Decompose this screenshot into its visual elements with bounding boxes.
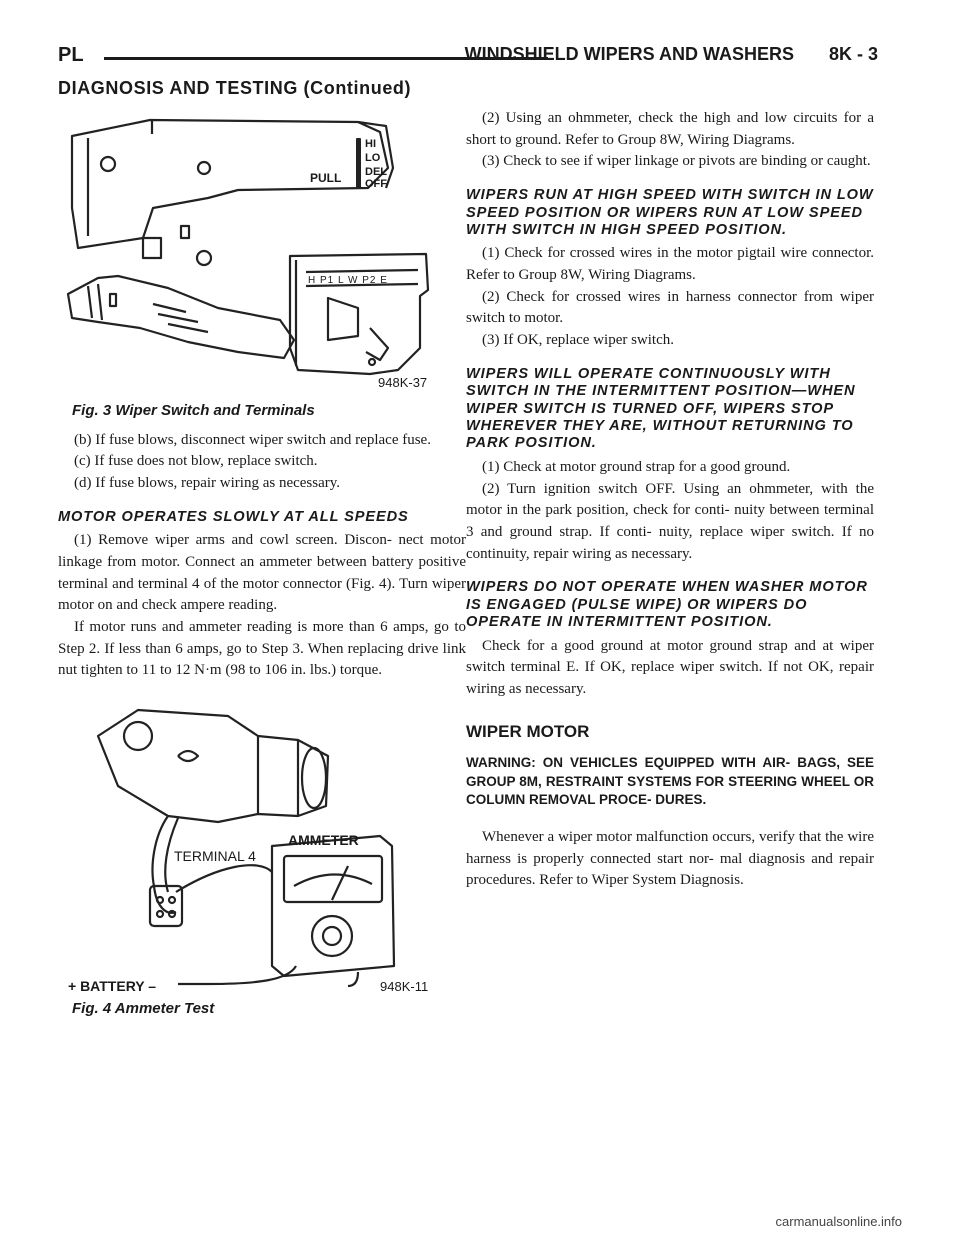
- header-page-number: 8K - 3: [828, 44, 878, 64]
- left-column: [58, 108, 466, 1028]
- fig4-ammeter-test: [58, 696, 466, 996]
- continuous-step1: (1) Check at motor ground strap for a good ground.: [482, 458, 791, 475]
- fig4-label-ammeter: AMMETER: [288, 832, 359, 849]
- continuous-step2: (2) Turn ignition switch OFF. Using an ohmmeter, with the motor in the park position, check for conti- nuity between terminal 3 and ground strap. If conti- nuity, replace wiper switch. If no continuity, repair wiring as necessary.: [466, 480, 874, 562]
- fig3-wiper-switch: [58, 108, 466, 398]
- section-continued-title: DIAGNOSIS AND TESTING (Continued): [58, 78, 412, 98]
- heading-continuous: WIPERS WILL OPERATE CONTINUOUSLY WITH SWITCH IN THE INTERMITTENT POSITION—WHEN WIPER SWITCH IS TURNED OFF, WIPERS STOP WHEREVER THEY ARE, WITHOUT RETURNING TO PARK POSITION.: [466, 365, 856, 452]
- fig3-label-del: DEL: [365, 166, 387, 178]
- header-title: WINDSHIELD WIPERS AND WASHERS: [464, 44, 794, 64]
- wiper-switch-illustration: [58, 108, 466, 398]
- step-3-linkage: (3) Check to see if wiper linkage or pivots are binding or caught.: [482, 153, 871, 170]
- ammeter-test-illustration: [58, 696, 466, 996]
- fig3-label-pull: PULL: [310, 171, 342, 185]
- heading-motor-slow: MOTOR OPERATES SLOWLY AT ALL SPEEDS: [58, 508, 409, 525]
- header-section-code: PL: [58, 44, 84, 66]
- fig3-label-lo: LO: [365, 152, 381, 164]
- footer-credit: carmanualsonline.info: [775, 1214, 902, 1229]
- wrong-speed-step2: (2) Check for crossed wires in harness connector from wiper switch to motor.: [466, 288, 874, 327]
- step-2-ohmmeter: (2) Using an ohmmeter, check the high and low circuits for a short to ground. Refer to Group 8W, Wiring Diagrams.: [466, 110, 874, 148]
- wiper-motor-paragraph: Whenever a wiper motor malfunction occurs, verify that the wire harness is properly connected start nor- mal diagnosis and repair procedures. Refer to Wiper System Diagnosis.: [466, 829, 874, 889]
- wrong-speed-step3: (3) If OK, replace wiper switch.: [482, 332, 675, 349]
- fig3-code: 948K-37: [378, 375, 428, 390]
- airbag-warning: WARNING: ON VEHICLES EQUIPPED WITH AIR- BAGS, SEE GROUP 8M, RESTRAINT SYSTEMS FOR STEERING WHEEL OR COLUMN REMOVAL PROCE- DURES.: [466, 755, 874, 807]
- washer-paragraph: Check for a good ground at motor ground strap and at wiper switch terminal E. If OK, replace wiper switch. If not OK, repair wiring as necessary.: [466, 637, 874, 698]
- right-column: [466, 108, 874, 892]
- fig4-label-terminal: TERMINAL 4: [174, 848, 256, 865]
- fig3-label-hi: HI: [365, 138, 376, 150]
- heading-wrong-speed: WIPERS RUN AT HIGH SPEED WITH SWITCH IN LOW SPEED POSITION OR WIPERS RUN AT LOW SPEED WITH SWITCH IN HIGH SPEED POSITION.: [466, 187, 874, 238]
- wrong-speed-step1: (1) Check for crossed wires in the motor pigtail wire connector. Refer to Group 8W, Wiring Diagrams.: [466, 245, 874, 284]
- heading-washer: WIPERS DO NOT OPERATE WHEN WASHER MOTOR IS ENGAGED (PULSE WIPE) OR WIPERS DO OPERATE IN INTERMITTENT POSITION.: [466, 579, 868, 631]
- fig3-caption: Fig. 3 Wiper Switch and Terminals: [72, 402, 315, 419]
- para-b: (b) If fuse blows, disconnect wiper switch and replace fuse.: [74, 431, 431, 448]
- motor-slow-step1: (1) Remove wiper arms and cowl screen. Discon- nect motor linkage from motor. Connect an ammeter between battery positive terminal and terminal 4 of the motor connector (Fig. 4). Turn wiper motor on and check ampere reading.: [58, 532, 466, 614]
- heading-wiper-motor: WIPER MOTOR: [466, 721, 590, 741]
- motor-slow-step1-note: If motor runs and ammeter reading is more than 6 amps, go to Step 2. If less than 6 amps, go to Step 3. When replacing drive link nut tighten to 11 to 12 N·m (98 to 106 in. lbs.) torque.: [58, 619, 466, 679]
- fig3-label-off: OFF: [365, 178, 387, 190]
- fig4-code: 948K-11: [380, 979, 429, 995]
- fig4-label-battery: + BATTERY –: [68, 978, 157, 995]
- para-d: (d) If fuse blows, repair wiring as necessary.: [74, 475, 341, 492]
- fig4-caption: Fig. 4 Ammeter Test: [72, 1000, 215, 1018]
- para-c: (c) If fuse does not blow, replace switch.: [74, 453, 318, 470]
- fig3-terminal-labels: H P1 L W P2 E: [308, 275, 388, 286]
- page-header: [58, 44, 878, 76]
